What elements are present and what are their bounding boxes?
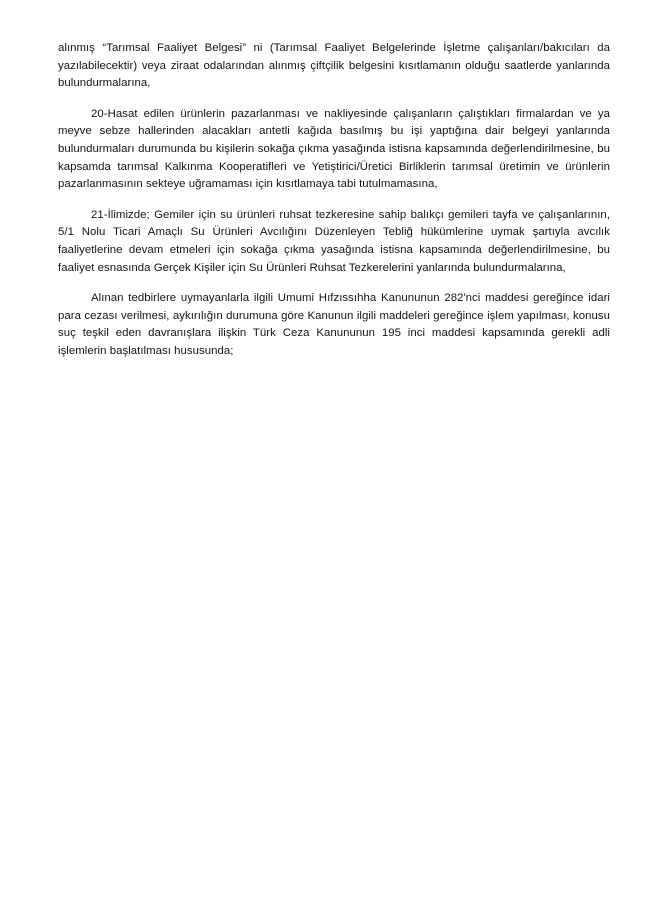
paragraph-continuation: alınmış “Tarımsal Faaliyet Belgesi” ni (Tarımsal Faaliyet Belgelerinde İşletme çalışanları/bakıcıları da yazılabilecektir) veya ziraat odalarından alınmış çiftçilik belgesini kısıtlamanın olduğu saatlerde yanlarında bulundurmalarına, [58,42,610,90]
document-text-body [58,40,610,361]
paragraph-item-21: 21-İlimizde; Gemiler için su ürünleri ruhsat tezkeresine sahip balıkçı gemileri tayfa ve çalışanlarının, 5/1 Nolu Ticari Amaçlı Su Ürünleri Avcılığını Düzenleyen Tebliğ hükümlerine uymak şartıyla avcılık faaliyetlerine devam etmeleri için sokağa çıkma yasağında istisna kapsamında değerlendirilmesine, bu faaliyet esnasında Gerçek Kişiler için Su Ürünleri Ruhsat Tezkerelerini yanlarında bulundurmalarına, [58,208,610,274]
paragraph-sanctions: Alınan tedbirlere uymayanlarla ilgili Umumi Hıfzıssıhha Kanununun 282'nci maddesi gereğince idari para cezası verilmesi, aykırılığın durumuna göre Kanunun ilgili maddeleri gereğince işlem yapılması, konusu suç teşkil eden davranışlara ilişkin Türk Ceza Kanununun 195 inci maddesi kapsamında gerekli adli işlemlerin başlatılması hususunda; [58,292,610,357]
paragraph-item-20: 20-Hasat edilen ürünlerin pazarlanması ve nakliyesinde çalışanların çalıştıkları firmalardan ve ya meyve sebze hallerinden alacakları antetli kağıda basılmış bu işi yaptığına dair belgeyi yanlarında bulundurmaları durumunda bu kişilerin sokağa çıkma yasağında istisna kapsamında değerlendirilmesine, bu kapsamda tarımsal Kalkınma Kooperatifleri ve Yetiştirici/Üretici Birliklerin tarımsal üretimin ve ürünlerin pazarlanmasının sekteye uğramaması için kısıtlamaya tabi tutulmamasına, [58,107,610,191]
